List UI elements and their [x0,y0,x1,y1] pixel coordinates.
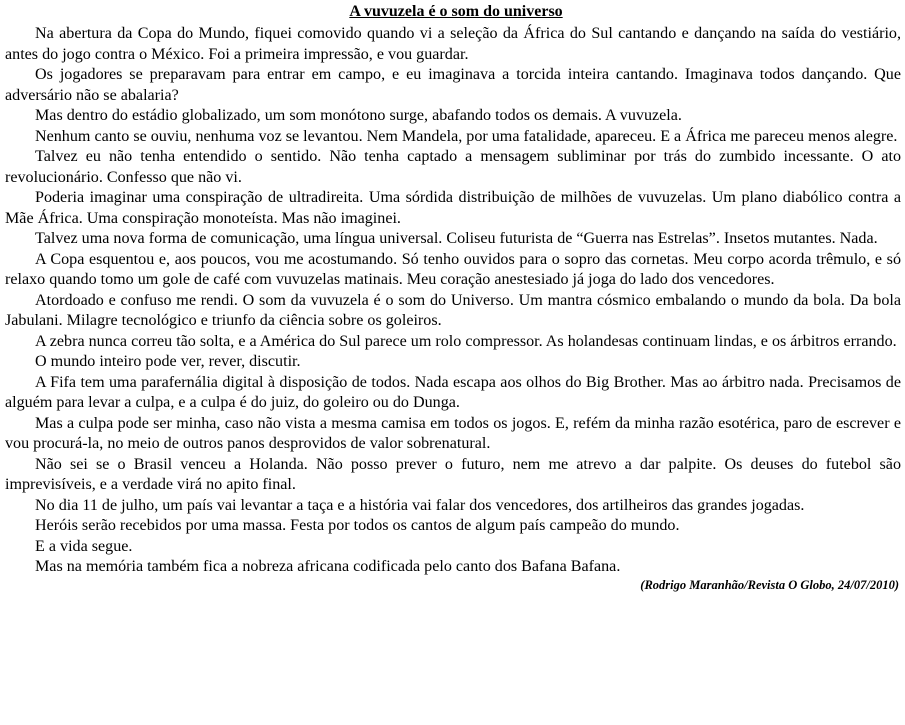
article-title: A vuvuzela é o som do universo [349,3,563,20]
article-citation: (Rodrigo Maranhão/Revista O Globo, 24/07/2010) [640,577,899,592]
paragraph: A zebra nunca correu tão solta, e a América do Sul parece um rolo compressor. As holandesas continuam lindas, e os árbitros errando. [35,332,897,350]
paragraph: A Copa esquentou e, aos poucos, vou me acostumando. Só tenho ouvidos para o sopro das cornetas. Meu corpo acorda trêmulo, e só relaxo quando tomo um gole de café com vuvuzelas matinais. Meu coração anestesiado já joga do lado dos vencedores. [5,250,901,288]
paragraph: No dia 11 de julho, um país vai levantar a taça e a história vai falar dos vencedores, dos artilheiros das grandes jogadas. [35,496,805,514]
paragraph: Atordoado e confuso me rendi. O som da vuvuzela é o som do Universo. Um mantra cósmico embalando o mundo da bola. Da bola Jabulani. Milagre tecnológico e triunfo da ciência sobre os goleiros. [5,291,901,329]
paragraph: Talvez uma nova forma de comunicação, uma língua universal. Coliseu futurista de “Guerra nas Estrelas”. Insetos mutantes. Nada. [35,230,878,247]
paragraph: O mundo inteiro pode ver, rever, discutir. [35,353,301,370]
paragraph: Não sei se o Brasil venceu a Holanda. Não posso prever o futuro, nem me atrevo a dar palpite. Os deuses do futebol são imprevisíveis, e a verdade virá no apito final. [5,455,901,493]
paragraph: Poderia imaginar uma conspiração de ultradireita. Uma sórdida distribuição de milhões de vuvuzelas. Um plano diabólico contra a Mãe África. Uma conspiração monoteísta. Mas não imaginei. [5,189,901,227]
paragraph: Mas a culpa pode ser minha, caso não vista a mesma camisa em todos os jogos. E, refém da minha razão esotérica, paro de escrever e vou procurá-la, no meio de outros panos desprovidos de valor sobrenatural. [5,414,901,452]
article-body [5,24,901,578]
paragraph: E a vida segue. [35,537,133,555]
paragraph: Heróis serão recebidos por uma massa. Festa por todos os cantos de algum país campeão do mundo. [35,517,680,534]
paragraph: Mas na memória também fica a nobreza africana codificada pelo canto dos Bafana Bafana. [35,558,621,575]
paragraph: Nenhum canto se ouviu, nenhuma voz se levantou. Nem Mandela, por uma fatalidade, apareceu. E a África me pareceu menos alegre. [35,127,898,145]
article [5,2,901,592]
paragraph: Os jogadores se preparavam para entrar em campo, e eu imaginava a torcida inteira cantando. Imaginava todos dançando. Que adversário não se abalaria? [5,66,901,104]
paragraph: Mas dentro do estádio globalizado, um som monótono surge, abafando todos os demais. A vuvuzela. [35,107,682,124]
paragraph: Talvez eu não tenha entendido o sentido. Não tenha captado a mensagem subliminar por trás do zumbido incessante. O ato revolucionário. Confesso que não vi. [5,148,901,186]
paragraph: Na abertura da Copa do Mundo, fiquei comovido quando vi a seleção da África do Sul cantando e dançando na saída do vestiário, antes do jogo contra o México. Foi a primeira impressão, e vou guardar. [5,25,901,63]
paragraph: A Fifa tem uma parafernália digital à disposição de todos. Nada escapa aos olhos do Big Brother. Mas ao árbitro nada. Precisamos de alguém para levar a culpa, e a culpa é do juiz, do goleiro ou do Dunga. [5,373,901,411]
